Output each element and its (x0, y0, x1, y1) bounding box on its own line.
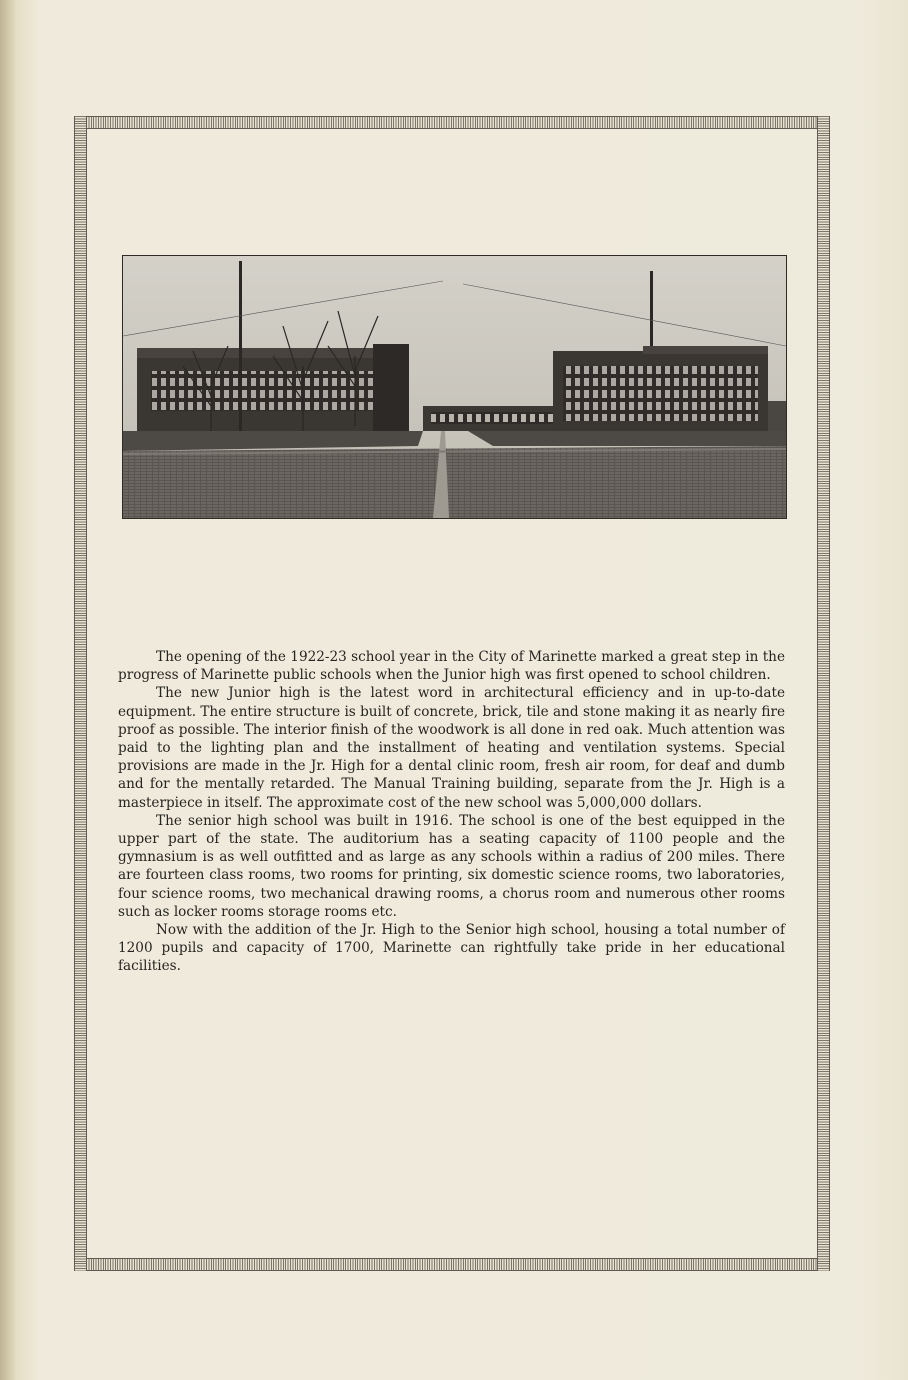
decorative-border-right (817, 116, 830, 1271)
paragraph-conclusion: Now with the addition of the Jr. High to the Senior high school, housing a total number of 1200 pupils and capacity of 1700, Marinette can rightfully take pride in her educational facilities. (118, 922, 785, 975)
paragraph-junior-high-opening: The opening of the 1922-23 school year in the City of Marinette marked a great step in the progress of Marinette public schools when the Junior high was first opened to school children. (118, 649, 785, 684)
decorative-border-top (74, 116, 830, 129)
paragraph-junior-high-description: The new Junior high is the latest word in architectural efficiency and in up-to-date equipment. The entire structure is built of concrete, brick, tile and stone making it as nearly fire proof as possible. The interior finish of the woodwork is all done in red oak. Much attention was paid to the lighting plan and the installment of heating and ventilation systems. Special provisions are made in the Jr. High for a dental clinic room, fresh air room, for deaf and dumb and for the mentally retarded. The Manual Training building, separate from the Jr. High is a masterpiece in itself. The approximate cost of the new school was 5,000,000 dollars. (118, 685, 785, 811)
paragraph-senior-high-description: The senior high school was built in 1916. The school is one of the best equipped in the upper part of the state. The auditorium has a seating capacity of 1100 people and the gymnasium is as well outfitted and as large as any schools within a radius of 200 miles. There are fourteen class rooms, two rooms for printing, six domestic science rooms, two laboratories, four science rooms, two mechanical drawing rooms, a chorus room and numerous other rooms such as locker rooms storage rooms etc. (118, 812, 785, 920)
decorative-border-left (74, 116, 87, 1271)
binding-shadow (0, 0, 16, 1380)
article-body (118, 648, 785, 976)
decorative-border-bottom (74, 1258, 830, 1271)
school-buildings-photograph (122, 255, 787, 519)
